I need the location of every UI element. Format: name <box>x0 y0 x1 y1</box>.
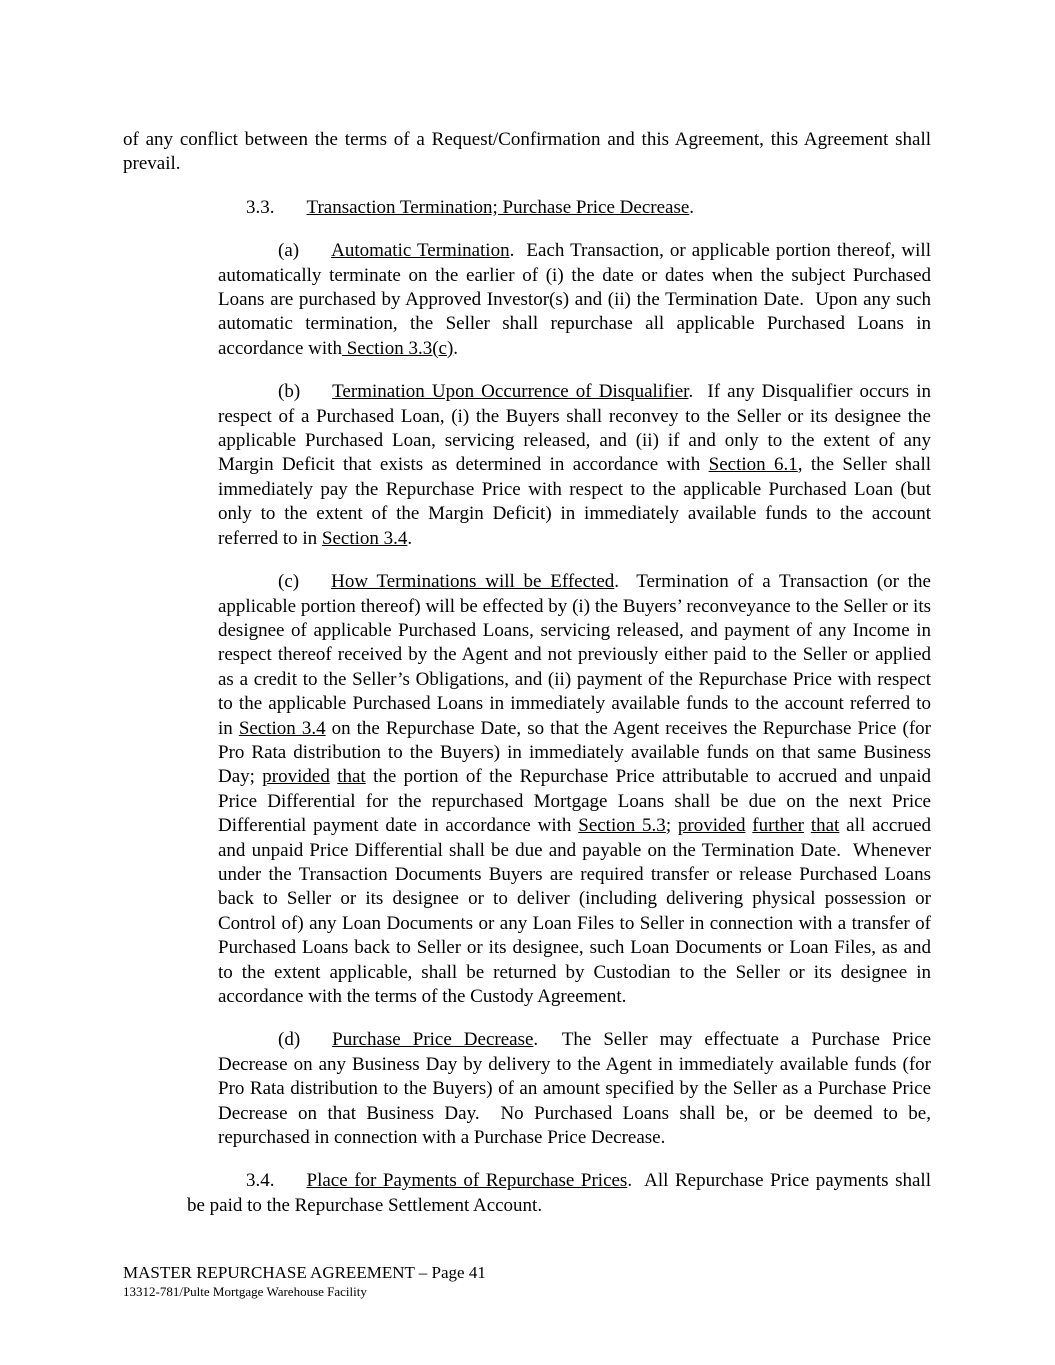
underlined-text: How Terminations will be Effected <box>331 571 615 593</box>
underlined-text: that <box>810 815 840 837</box>
paragraph-3-3-d <box>218 1028 931 1150</box>
text-run: the portion of the Repurchase Price attributable to accrued and unpaid Price Differential for the repurchased Mortgage Loans shall be due on the next Price Differential payment date in accordance with <box>218 766 932 837</box>
text-run: . Termination of a Transaction (or the applicable portion thereof) will be effected by (i) the Buyers’ reconveyance to the Seller or its designee of applicable Purchased Loans, servicing released, and payment of any Income in respect thereof received by the Agent and not previously either paid to the Seller or applied as a credit to the Seller’s Obligations, and (ii) payment of the Repurchase Price with respect to the applicable Purchased Loans in immediately available funds to the account referred to in <box>218 571 931 739</box>
text-run: on the Repurchase Date, so that the Agent receives the Repurchase Price (for Pro Rata distribution to the Buyers) in immediately available funds on that same Business Day; <box>218 717 932 788</box>
text-run: 3.3. <box>246 196 275 218</box>
footer-matter-reference: 13312-781/Pulte Mortgage Warehouse Facility <box>123 1284 367 1299</box>
text-run <box>804 815 811 836</box>
underlined-text: Section 3.4 <box>321 527 408 549</box>
underlined-text: Transaction Termination; Purchase Price Decrease <box>306 196 690 218</box>
underlined-text: that <box>337 766 366 788</box>
text-run: . <box>407 527 413 549</box>
text-run: , the Seller shall immediately pay the Repurchase Price with respect to the applicable Purchased Loan (but only to the extent of the Margin Deficit) in immediately available funds to the account referred to in <box>218 454 931 549</box>
underlined-text: provided <box>677 815 746 837</box>
paragraph-3-3-c <box>218 570 931 1009</box>
underlined-text: Section 3.4 <box>238 717 326 739</box>
text-run: ; <box>665 815 678 837</box>
paragraph-3-4 <box>187 1169 931 1218</box>
underlined-text: Automatic Termination <box>331 240 510 262</box>
text-run: . All Repurchase Price payments shall be paid to the Repurchase Settlement Account. <box>187 1170 931 1216</box>
underlined-text: Section 3.3(c) <box>341 337 454 359</box>
paragraph-3-3-b <box>218 380 931 551</box>
paragraph-3-3-a <box>218 239 931 361</box>
text-run: all accrued and unpaid Price Differential shall be due and payable on the Termination Date. Whenever under the Transaction Documents Buyers are required transfer or release Purchased Loans back to Seller or its designee or to deliver (including delivering physical possession or Control of) any Loan Documents or any Loan Files to Seller in connection with a transfer of Purchased Loans back to Seller or its designee, such Loan Documents or Loan Files, as and to the extent applicable, shall be returned by Custodian to the Seller or its designee in accordance with the terms of the Custody Agreement. <box>218 815 932 1007</box>
text-run: (b) <box>278 381 301 403</box>
section-3-3-heading <box>123 196 931 220</box>
text-run: . The Seller may effectuate a Purchase Price Decrease on any Business Day by delivery to the Agent in immediately available funds (for Pro Rata distribution to the Buyers) of an amount specified by the Seller as a Purchase Price Decrease on that Business Day. No Purchased Loans shall be, or be deemed to be, repurchased in connection with a Purchase Price Decrease. <box>218 1029 932 1149</box>
text-run: (d) <box>278 1029 301 1051</box>
underlined-text: Section 5.3 <box>578 815 666 837</box>
page-footer <box>123 1262 486 1300</box>
underlined-text: Section 6.1 <box>708 454 798 476</box>
text-run: of any conflict between the terms of a Request/Confirmation and this Agreement, this Agreement shall prevail. <box>123 129 931 175</box>
text-run: (a) <box>278 240 300 262</box>
underlined-text: Termination Upon Occurrence of Disqualifier <box>332 381 689 403</box>
text-run: . If any Disqualifier occurs in respect of a Purchased Loan, (i) the Buyers shall reconvey to the Seller or its designee the applicable Purchased Loan, servicing released, and (ii) if and only to the extent of any Margin Deficit that exists as determined in accordance with <box>218 381 931 476</box>
text-run: . Each Transaction, or applicable portion thereof, will automatically terminate on the earlier of (i) the date or dates when the subject Purchased Loans are purchased by Approved Investor(s) and (ii) the Termination Date. Upon any such automatic termination, the Seller shall repurchase all applicable Purchased Loans in accordance with <box>218 240 931 359</box>
footer-document-title: MASTER REPURCHASE AGREEMENT – Page 41 <box>123 1263 486 1282</box>
text-run: . <box>689 196 695 218</box>
underlined-text: further <box>752 815 804 837</box>
underlined-text: Place for Payments of Repurchase Prices <box>306 1170 628 1192</box>
paragraph-intro <box>123 128 931 177</box>
text-run: 3.4. <box>246 1170 275 1192</box>
text-run: . <box>453 337 459 359</box>
text-run: (c) <box>278 571 300 593</box>
underlined-text: provided <box>262 766 330 788</box>
underlined-text: Purchase Price Decrease <box>332 1029 534 1051</box>
